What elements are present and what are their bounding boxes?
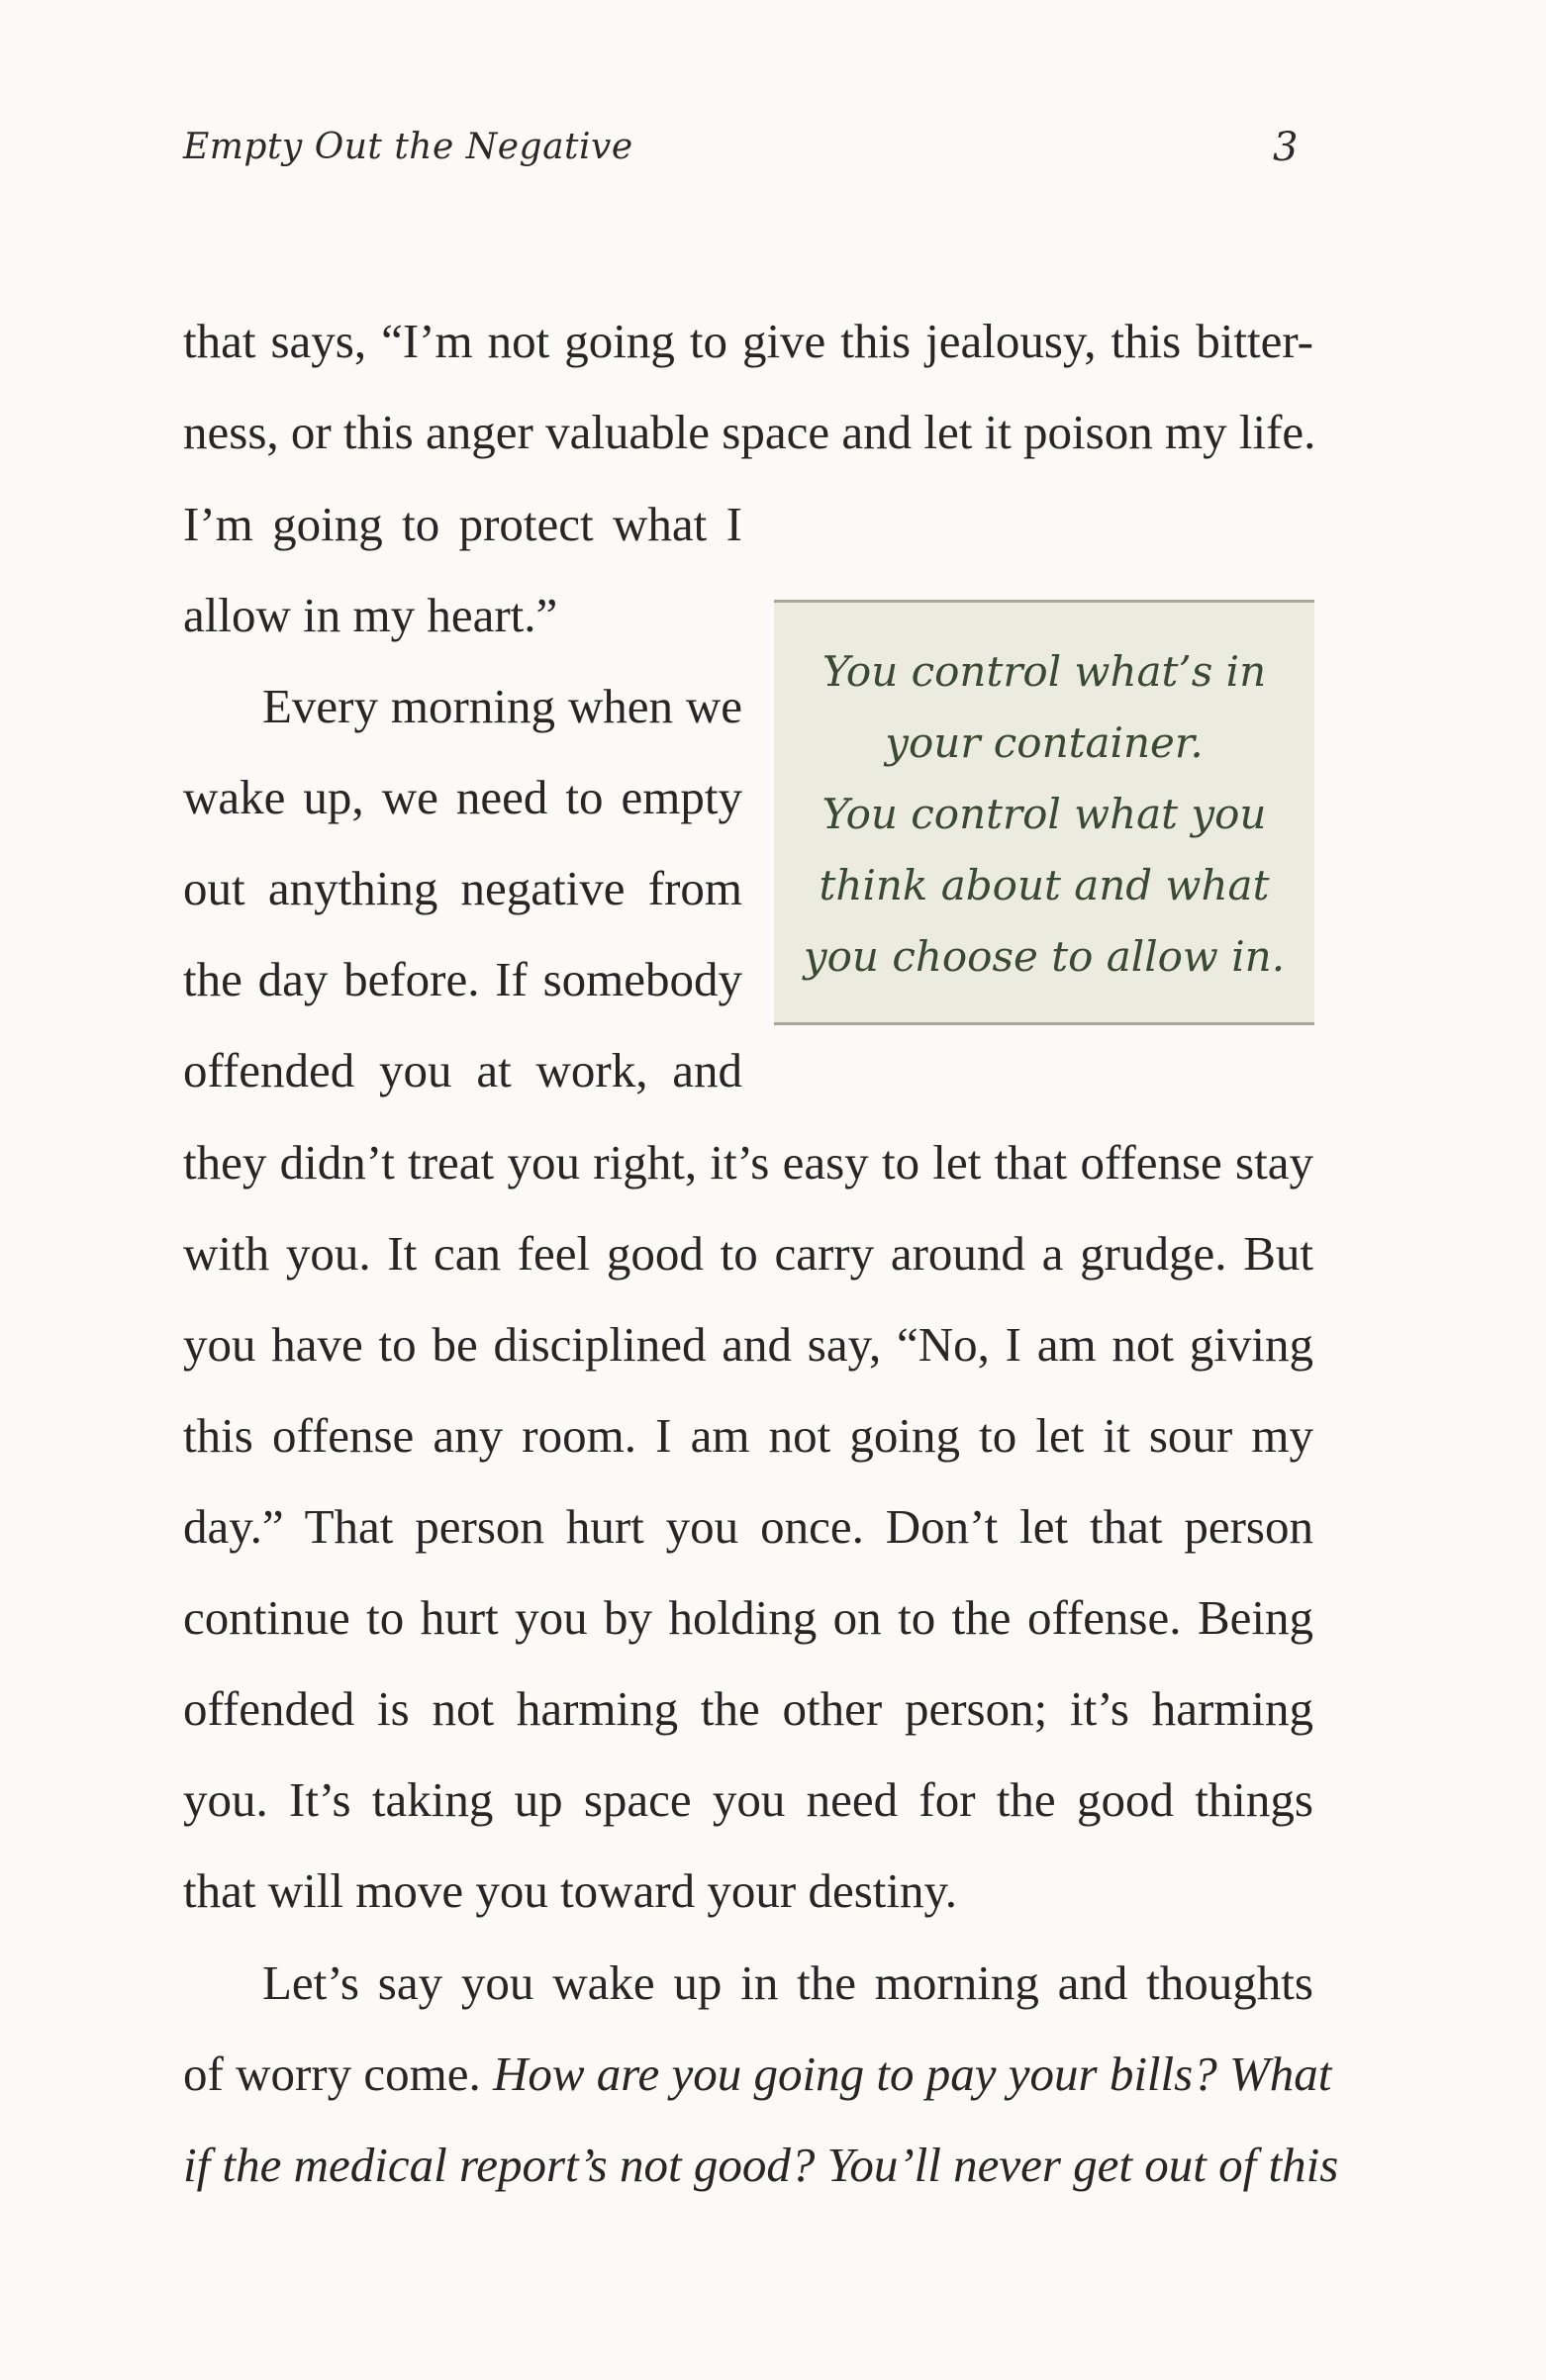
body-line: out anything negative from [183, 861, 742, 915]
body-line: continue to hurt you by holding on to the offense. Being [183, 1590, 1313, 1645]
body-line-mixed [183, 2045, 1332, 2104]
body-line: day.” That person hurt you once. Don’t let that person [183, 1499, 1313, 1554]
body-line: that says, “I’m not going to give this jealousy, this bitter- [183, 314, 1313, 368]
pull-quote-line: You control what’s in [821, 647, 1267, 696]
running-head: Empty Out the Negative [183, 127, 633, 167]
body-line-italic: How are you going to pay your bills? What [492, 2047, 1332, 2101]
body-line: Every morning when we [262, 679, 742, 733]
body-line: Let’s say you wake up in the morning and thoughts [262, 1955, 1313, 2010]
body-line: with you. It can feel good to carry around a grudge. But [183, 1226, 1313, 1281]
body-line: that will move you toward your destiny. [183, 1863, 958, 1918]
pull-quote-line: think about and what [819, 861, 1270, 909]
page-number: 3 [1273, 125, 1299, 170]
body-line: wake up, we need to empty [183, 770, 742, 824]
pull-quote-line: You control what you [821, 790, 1267, 838]
body-line: the day before. If somebody [183, 952, 742, 1006]
body-line: offended you at work, and [183, 1043, 742, 1097]
pull-quote [774, 600, 1314, 1025]
body-line: offended is not harming the other person; it’s harming [183, 1681, 1313, 1736]
body-line: you have to be disciplined and say, “No, I am not giving [183, 1317, 1313, 1372]
body-line: ness, or this anger valuable space and let it poison my life. [183, 405, 1316, 459]
body-line: they didn’t treat you right, it’s easy to let that offense stay [183, 1135, 1313, 1190]
pull-quote-line: you choose to allow in. [803, 932, 1286, 981]
pull-quote-line: your container. [885, 718, 1204, 767]
body-line: you. It’s taking up space you need for the good things [183, 1772, 1313, 1827]
body-line: this offense any room. I am not going to let it sour my [183, 1408, 1313, 1463]
body-line-roman: of worry come. [183, 2047, 481, 2101]
body-line: allow in my heart.” [183, 588, 558, 642]
body-line: I’m going to protect what I [183, 497, 742, 551]
body-line-italic: if the medical report’s not good? You’ll never get out of this [183, 2138, 1339, 2192]
